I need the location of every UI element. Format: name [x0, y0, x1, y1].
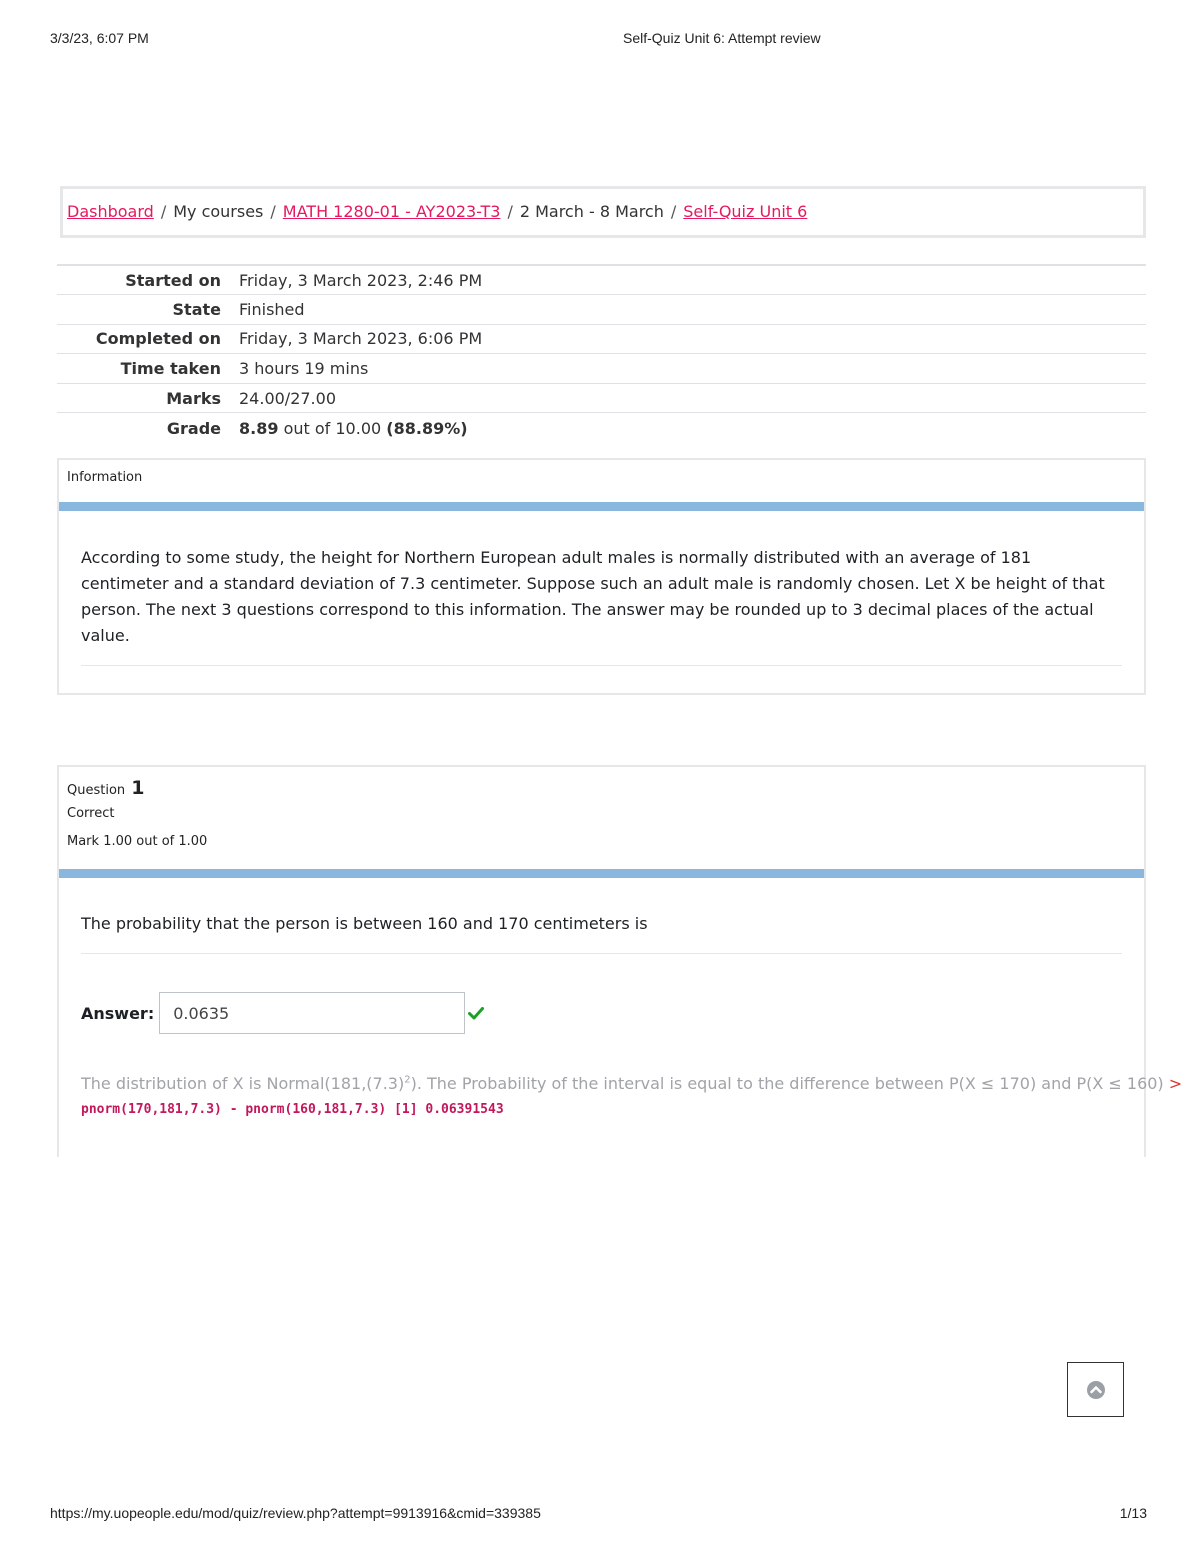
r-code: pnorm(170,181,7.3) - pnorm(160,181,7.3) [1] 0.06391543 — [81, 1102, 504, 1117]
information-block — [57, 458, 1146, 695]
breadcrumb-separator: / — [670, 202, 677, 221]
information-heading: Information — [67, 470, 143, 485]
started-on-label: Started on — [57, 265, 231, 295]
breadcrumb-dashboard-link[interactable]: Dashboard — [67, 202, 154, 221]
answer-input[interactable]: 0.0635 — [159, 992, 465, 1034]
started-on-value: Friday, 3 March 2023, 2:46 PM — [231, 265, 1146, 295]
back-to-top-button[interactable] — [1067, 1362, 1124, 1417]
answer-label: Answer: — [81, 1003, 155, 1023]
information-divider — [81, 665, 1122, 666]
chevron-up-circle-icon — [1086, 1380, 1106, 1400]
summary-row-marks — [57, 383, 1146, 413]
feedback-text — [81, 1074, 1183, 1093]
question-1-block — [57, 765, 1183, 1157]
print-url: https://my.uopeople.edu/mod/quiz/review.php?attempt=9913916&cmid=339385 — [50, 1505, 541, 1521]
breadcrumb-quiz-link[interactable]: Self-Quiz Unit 6 — [683, 202, 808, 221]
grade-label: Grade — [57, 413, 231, 443]
grade-percent: (88.89%) — [386, 418, 468, 438]
breadcrumb-separator: / — [160, 202, 167, 221]
check-icon — [468, 1005, 484, 1021]
summary-row-time — [57, 354, 1146, 384]
breadcrumb-separator: / — [507, 202, 513, 221]
print-datetime: 3/3/23, 6:07 PM — [50, 30, 149, 46]
question-mark: Mark 1.00 out of 1.00 — [67, 834, 208, 849]
summary-row-grade — [57, 413, 1146, 443]
general-feedback — [59, 1074, 1183, 1117]
question-number-value: 1 — [131, 777, 145, 799]
print-footer — [50, 1505, 1150, 1525]
breadcrumb-my-courses: My courses — [173, 202, 264, 221]
information-content — [59, 511, 1144, 666]
information-text: According to some study, the height for Northern European adult males is normally distributed with an average of 181 centimeter and a standard deviation of 7.3 centimeter. Suppose such an adult male is randomly chosen. Let X be height of that person. The next 3 questions correspond to this information. The answer may be rounded up to 3 decimal places of the actual value. — [81, 548, 1105, 645]
state-label: State — [57, 295, 231, 325]
question-state: Correct — [67, 806, 115, 821]
feedback-part2: ). The Probability of the interval is equal to the difference between P(X ≤ 170) and P(X ≤ 160) — [410, 1074, 1164, 1093]
summary-row-started — [57, 265, 1146, 295]
question-number — [67, 777, 1136, 799]
question-divider — [81, 953, 1122, 954]
answer-row — [81, 992, 1122, 1034]
summary-row-state — [57, 295, 1146, 325]
breadcrumb — [60, 186, 1146, 238]
feedback-superscript: 2 — [404, 1074, 411, 1086]
grade-out-of: out of 10.00 — [283, 418, 382, 438]
grade-score: 8.89 — [239, 418, 279, 438]
grade-value — [231, 413, 1146, 443]
information-accent-bar — [59, 502, 1144, 511]
r-prompt: > — [1168, 1074, 1183, 1093]
state-value: Finished — [231, 295, 1146, 325]
breadcrumb-week: 2 March - 8 March — [519, 202, 664, 221]
marks-label: Marks — [57, 383, 231, 413]
breadcrumb-separator: / — [270, 202, 276, 221]
question-label: Question — [67, 783, 126, 798]
question-info — [59, 767, 1144, 869]
summary-row-completed — [57, 324, 1146, 354]
print-page-title: Self-Quiz Unit 6: Attempt review — [623, 30, 821, 46]
completed-on-label: Completed on — [57, 324, 231, 354]
marks-value: 24.00/27.00 — [231, 383, 1146, 413]
time-taken-value: 3 hours 19 mins — [231, 354, 1146, 384]
question-text: The probability that the person is between 160 and 170 centimeters is — [81, 914, 648, 933]
time-taken-label: Time taken — [57, 354, 231, 384]
print-page-number: 1/13 — [1119, 1505, 1147, 1521]
feedback-part1: The distribution of X is Normal(181,(7.3) — [81, 1074, 405, 1093]
completed-on-value: Friday, 3 March 2023, 6:06 PM — [231, 324, 1146, 354]
print-header — [50, 30, 1150, 50]
breadcrumb-course-link[interactable]: MATH 1280-01 - AY2023-T3 — [282, 202, 501, 221]
attempt-summary-table — [57, 264, 1146, 443]
question-accent-bar — [59, 869, 1144, 878]
question-content — [59, 878, 1183, 1117]
